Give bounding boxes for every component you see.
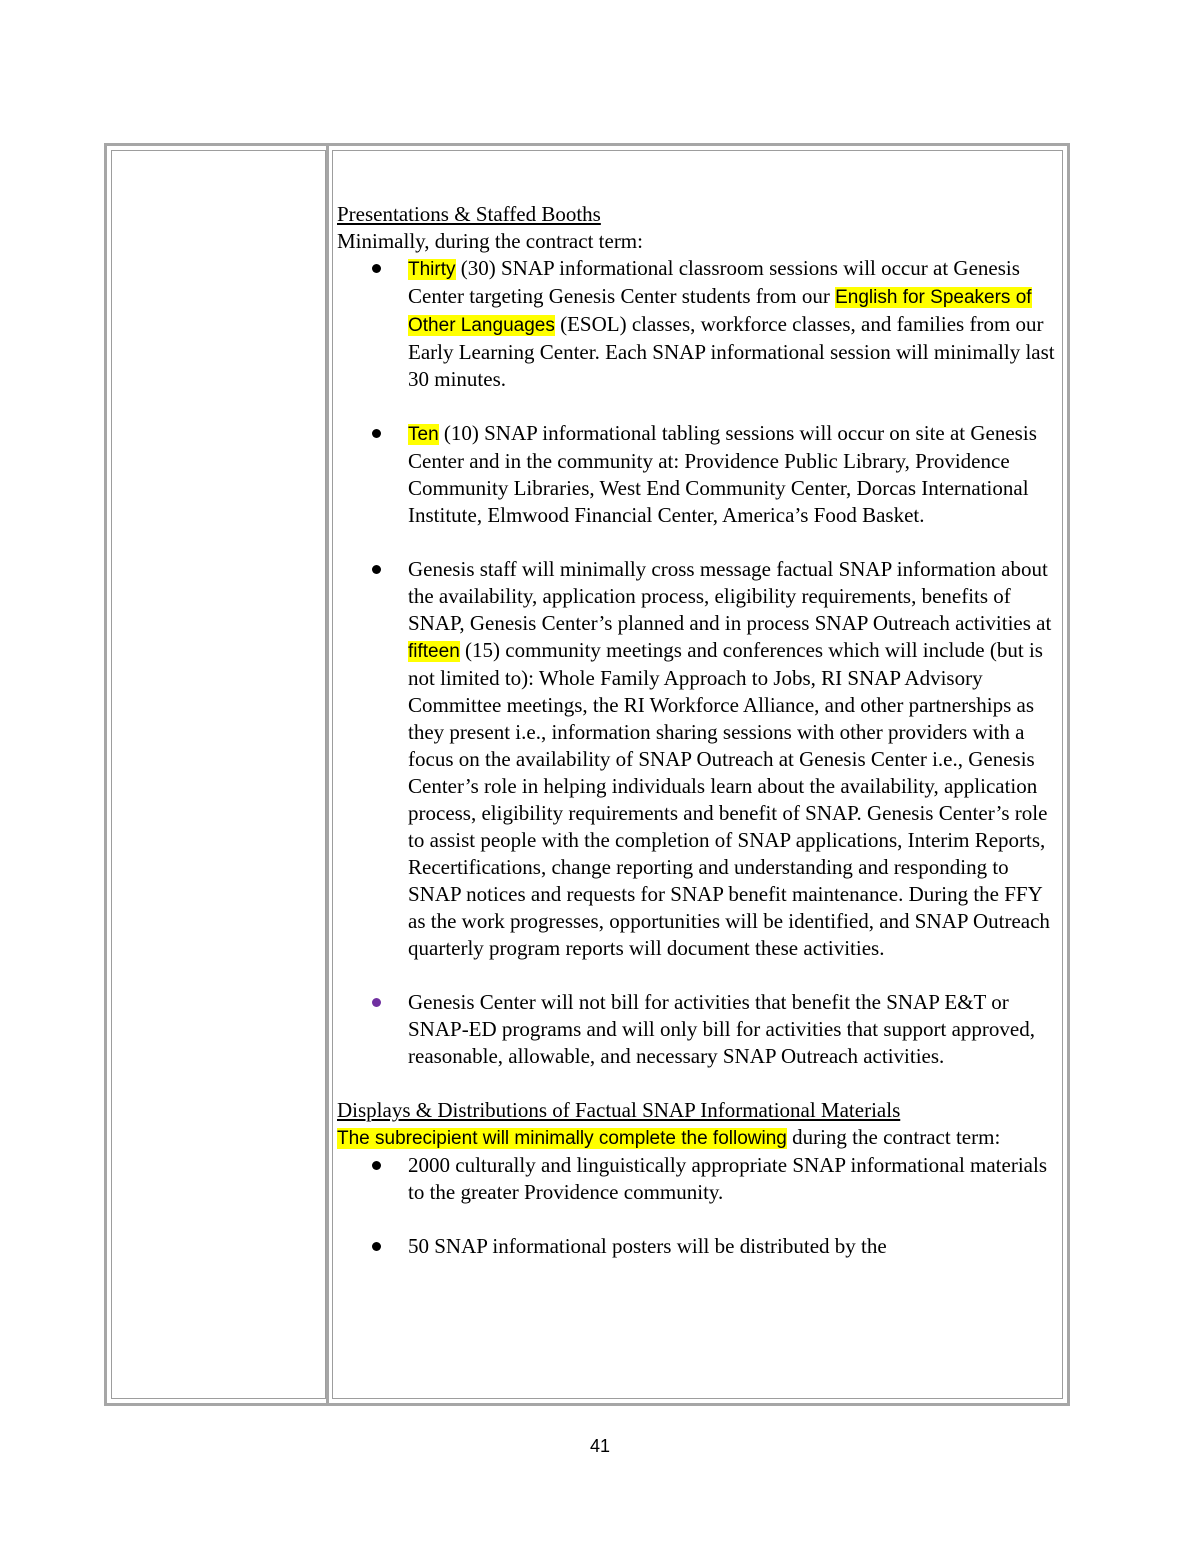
- list-spacer: [337, 962, 1057, 989]
- list-spacer: [337, 1206, 1057, 1233]
- highlighted-text: Ten: [408, 424, 439, 445]
- section-intro-displays: [337, 1124, 1057, 1152]
- bullet-icon: [372, 1161, 381, 1170]
- presentations-list: [337, 255, 1057, 1070]
- bullet-icon: [372, 565, 381, 574]
- list-item-text: Genesis Center will not bill for activities that benefit the SNAP E&T or SNAP-ED programs and will only bill for activities that support approved, reasonable, allowable, and necessary SNAP Outreach activities.: [408, 990, 1035, 1068]
- section-heading-displays: Displays & Distributions of Factual SNAP Informational Materials: [337, 1098, 901, 1122]
- bullet-icon: [372, 998, 381, 1007]
- list-item-text: (10) SNAP informational tabling sessions will occur on site at Genesis Center and in the community at: Providence Public Library, Providence Community Libraries, West End Community Center, Dorcas International Institute, Elmwood Financial Center, America’s Food Basket.: [408, 421, 1037, 527]
- intro-text: during the contract term:: [786, 1125, 1001, 1149]
- list-item-text: 50 SNAP informational posters will be distributed by the: [408, 1234, 887, 1258]
- table-left-cell: [111, 150, 326, 1399]
- list-item: [337, 556, 1057, 962]
- list-item-text: (30) SNAP informational classroom sessions will occur at Genesis Center targeting Genesis Center students from our: [408, 256, 1020, 308]
- section-heading-presentations: Presentations & Staffed Booths: [337, 202, 601, 226]
- section-intro-presentations: Minimally, during the contract term:: [337, 229, 643, 253]
- list-item: [337, 1233, 1057, 1260]
- list-item-text: Genesis staff will minimally cross message factual SNAP information about the availability, application process, eligibility requirements, benefits of SNAP, Genesis Center’s planned and in process SNAP Outreach activities at: [408, 557, 1052, 635]
- column-divider: [326, 146, 329, 1403]
- list-item-text: (15) community meetings and conferences which will include (but is not limited to): Whole Family Approach to Jobs, RI SNAP Advisory Committee meetings, the RI Workforce Alliance, and other partnerships as they present i.e., information sharing sessions with other providers with a focus on the availability of SNAP Outreach at Genesis Center i.e., Genesis Center’s role in helping individuals learn about the availability, application process, eligibility requirements and benefit of SNAP. Genesis Center’s role to assist people with the completion of SNAP applications, Interim Reports, Recertifications, change reporting and understanding and responding to SNAP notices and requests for SNAP benefit maintenance. During the FFY as the work progresses, opportunities will be identified, and SNAP Outreach quarterly program reports will document these activities.: [408, 638, 1050, 960]
- list-item: [337, 989, 1057, 1070]
- highlighted-text: The subrecipient will minimally complete the following: [337, 1128, 787, 1149]
- highlighted-text: fifteen: [408, 641, 460, 662]
- bullet-icon: [372, 264, 381, 273]
- bullet-icon: [372, 429, 381, 438]
- list-item-text: 2000 culturally and linguistically appropriate SNAP informational materials to the greater Providence community.: [408, 1153, 1047, 1204]
- page-number: 41: [589, 1436, 611, 1456]
- bullet-icon: [372, 1242, 381, 1251]
- list-spacer: [337, 529, 1057, 556]
- list-item: [337, 1152, 1057, 1206]
- list-item-text: (ESOL) classes, workforce classes, and families from our Early Learning Center. Each SNAP informational session will minimally last 30 minutes.: [408, 312, 1055, 391]
- list-item: [337, 420, 1057, 529]
- displays-list: [337, 1152, 1057, 1260]
- cell-content: [337, 174, 1057, 1260]
- list-item: [337, 255, 1057, 393]
- highlighted-text: Thirty: [408, 259, 456, 280]
- list-spacer: [337, 393, 1057, 420]
- highlighted-text: English for Speakers of Other Languages: [408, 287, 1032, 336]
